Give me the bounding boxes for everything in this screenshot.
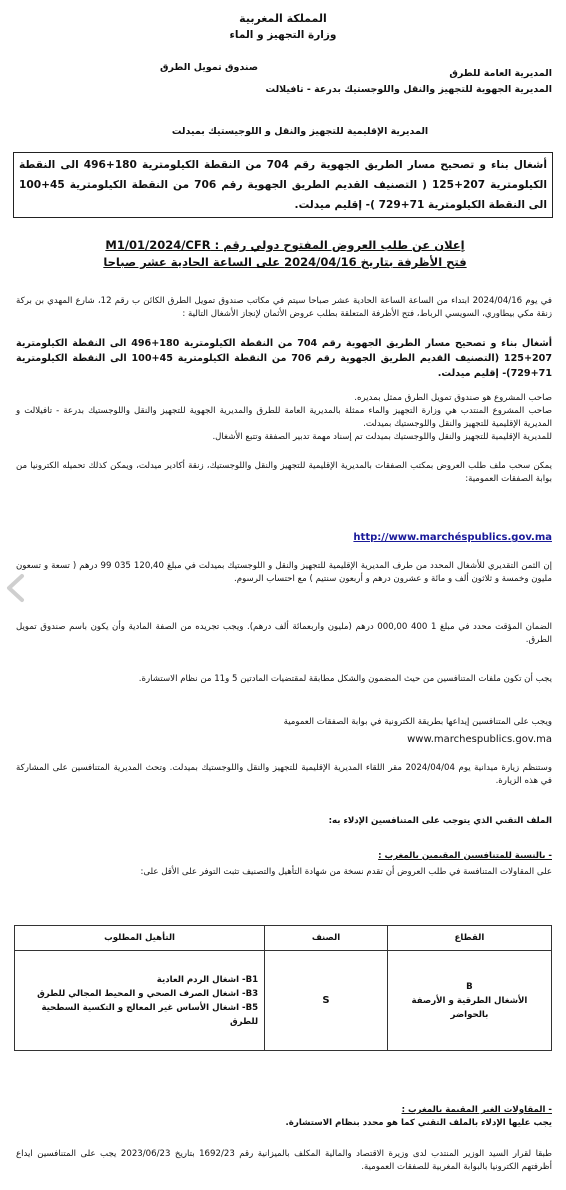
chevron-left-icon[interactable] xyxy=(2,573,30,603)
resident-text: على المقاولات المتنافسة في طلب العروض أن تقدم نسخة من شهادة التأهيل والتصنيف تثبت التوفر على الأقل على: xyxy=(140,867,552,877)
foreign-title: - المقاولات الغير المقيمة بالمغرب : xyxy=(401,1105,552,1115)
files-paragraph: يجب أن تكون ملفات المتنافسين من حيث المضمون والشكل مطابقة لمقتضيات المادتين 5 و11 من نظام الاستشارة. xyxy=(138,674,552,684)
final-paragraph: طبقا لقرار السيد الوزير المنتدب لدى وزيرة الاقتصاد والمالية المكلف بالميزانية رقم 1692/23 بتاريخ 2023/06/23 يجب على المتنافسين ايداع أظرفتهم الكترونيا بالبوابة المغربية للصفقات العمومية. xyxy=(16,1149,552,1172)
qualification-b1: B1- اشغال الردم العادية xyxy=(156,974,259,985)
paragraph-opening: في يوم 2024/04/16 ابتداء من الساعة الساعة الحادية عشر صباحا سيتم في مكاتب صندوق تمويل الطرق الكائن ب رقم 12، شارع المهدي بن بركة زنقة مكي بيطاوري، السويسي الرباط، فتح الأظرفة المتعلقة بطلب عروض الأثمان لإنجاز الأشغال التالية : xyxy=(16,296,552,319)
sector-cell xyxy=(387,951,551,1051)
portal-link[interactable]: http://www.marchéspublics.gov.ma xyxy=(353,532,552,543)
provincial-directorate: المديرية الإقليمية للتجهيز والنقل و اللوجيستيك بميدلت xyxy=(171,126,429,137)
announcement-subtitle: فتح الأظرفة بتاريخ 2024/04/16 على الساعة الحادية عشر صباحا xyxy=(103,255,467,269)
owner-line: صاحب المشروع هو صندوق تمويل الطرق ممثل بمديره. xyxy=(354,393,552,403)
technical-file-title: الملف التقني الذي يتوجب على المتنافسين الإدلاء به: xyxy=(328,816,552,826)
fund-heading: صندوق تمويل الطرق xyxy=(160,62,258,73)
foreign-text: يجب عليها الإدلاء بالملف التقني كما هو محدد بنظام الاستشارة. xyxy=(285,1118,552,1128)
sector-code: B xyxy=(466,981,473,992)
header-class: الصنف xyxy=(265,926,388,951)
sector-name: الأشغال الطرقية و الأرصفة بالحواضر xyxy=(411,995,528,1020)
delegated-owner-line: صاحب المشروع المنتدب هي وزارة التجهيز والماء ممثلة بالمديرية العامة للطرق والمديرية الجهوية للتجهيز والنقل واللوجستيك بدرعة - تافيلالت و المديرية الإقليمية للتجهيز والنقل واللوجستيك بميدلت. xyxy=(16,406,552,429)
paragraph-project: أشغال بناء و تصحيح مسار الطريق الجهوية رقم 704 من النقطة الكيلومترية 180+496 الى النقطة الكيلومترية 207+125 (التصنيف القديم الطريق الجهوية رقم 706 من النقطة الكيلومترية 45+100 الى النقطة الكيلومترية 71+729)- إقليم ميدلت. xyxy=(16,338,553,379)
resident-title: - بالنسبة للمتنافسين المقيمين بالمغرب : xyxy=(378,851,552,861)
qualification-table xyxy=(14,925,552,1051)
withdrawal-paragraph: يمكن سحب ملف طلب العروض بمكتب الصفقات بالمديرية الإقليمية للتجهيز والنقل واللوجستيك، زنقة أكادير ميدلت، ويمكن كذلك تحميله الكترونيا من بوابة الصفقات العمومية: xyxy=(16,461,552,484)
site-visit-paragraph: وستنظم زيارة ميدانية يوم 2024/04/04 مقر اللقاء المديرية الإقليمية للتجهيز والنقل واللوجستيك بميدلت. وتحث المديرية المتنافسين على المشاركة في هذه الزيارة. xyxy=(16,763,552,786)
announcement-title: إعلان عن طلب العروض المفتوح دولي رقم : M1/01/2024/CFR xyxy=(105,238,465,252)
header-qualification: التأهيل المطلوب xyxy=(15,926,265,951)
qualification-cell xyxy=(15,951,265,1051)
ministry-heading: وزارة التجهيز و الماء xyxy=(229,29,337,41)
class-cell: S xyxy=(265,951,388,1051)
estimated-price-paragraph: إن الثمن التقديري للأشغال المحدد من طرف المديرية الإقليمية للتجهيز والنقل و اللوجستيك بميدلت في مبلغ 120,40 035 99 درهم ( تسعة و تسعون مليون وخمسة و ثلاثون ألف و مائة و عشرون درهم و أربعون سنتيم ) مع احتساب الرسوم. xyxy=(16,561,553,584)
regional-directorate: المديرية الجهوية للتجهيز والنقل واللوجستيك بدرعة - تافيلالت xyxy=(265,84,552,95)
management-line: للمديرية الإقليمية للتجهيز والنقل واللوجستيك بميدلت تم إسناد مهمة تدبير الصفقة وتتبع الأشغال. xyxy=(212,432,552,442)
qualification-b3: B3- اشغال الصرف الصحي و المحيط المجالي للطرق xyxy=(37,988,259,999)
portal-site: www.marchespublics.gov.ma xyxy=(407,734,552,745)
project-box xyxy=(13,152,553,218)
deposit-paragraph: ويجب على المتنافسين إيداعها بطريقة الكترونية في بوابة الصفقات العمومية xyxy=(283,717,552,727)
project-box-text: أشغال بناء و تصحيح مسار الطريق الجهوية رقم 704 من النقطة الكيلومترية 180+496 الى النقطة الكيلومترية 207+125 ( التصنيف القديم الطريق الجهوية رقم 706 من النقطة الكيلومترية 45+100 الى النقطة الكيلومترية 71+729 )- إقليم ميدلت. xyxy=(19,159,548,211)
header-sector: القطاع xyxy=(387,926,551,951)
kingdom-heading: المملكة المغربية xyxy=(239,12,327,25)
qualification-b5: B5- اشغال الأساس غير المعالج و التكسية السطحية للطرق xyxy=(41,1002,259,1027)
guarantee-paragraph: الضمان المؤقت محدد في مبلغ 1 400 000,00 درهم (مليون واربعمائة ألف درهم). ويجب تجريده من الصفة المادية وأن يكون باسم صندوق تمويل الطرق. xyxy=(16,622,553,645)
general-directorate: المديرية العامة للطرق xyxy=(449,68,552,79)
